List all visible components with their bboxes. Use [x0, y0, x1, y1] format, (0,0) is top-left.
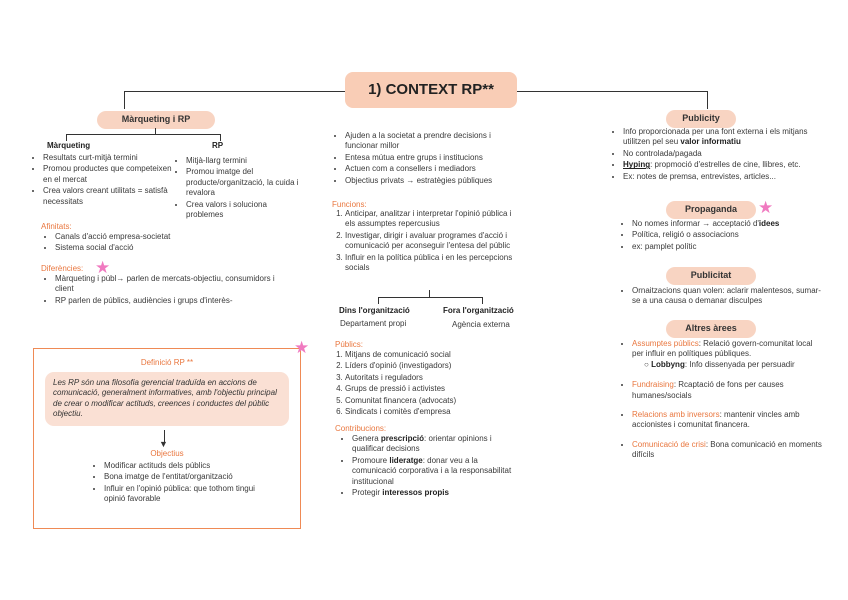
list-item: • Màrqueting i públ→ parlen de mercats-objectiu, consumidors i client — [55, 274, 275, 295]
marqueting-header: Màrqueting i RP — [97, 111, 215, 129]
list-item: • Promou imatge del producte/organització, la cuida i revalora — [186, 167, 302, 198]
org-bracket-left — [378, 297, 379, 304]
top-connector-right — [517, 91, 707, 92]
list-item: • Crea valors creant utilitats = satisfà necessitats — [43, 186, 173, 207]
list-item: • ex: pamplet polític — [632, 242, 822, 252]
afinitats-list — [45, 232, 245, 255]
list-item: • Política, religió o associacions — [632, 230, 822, 240]
org-bracket — [378, 297, 483, 298]
propaganda-list — [622, 219, 822, 253]
list-item: • Sistema social d'acció — [55, 243, 245, 253]
list-item: • Ornaitzacions quan volen: aclarir malentesos, sumar-se a una causa o demanar disculpes — [632, 286, 822, 307]
list-item: • Resultats curt-mitjà termini — [43, 153, 173, 163]
list-item: • Mitjà-llarg termini — [186, 156, 302, 166]
star-icon: ★ — [758, 198, 774, 217]
objectius-label: Objectius — [150, 449, 184, 458]
list-item: • Promou productes que competeixen en el mercat — [43, 164, 173, 185]
marqueting-col1-list — [33, 153, 173, 208]
propaganda-header: Propaganda — [666, 201, 756, 219]
marqueting-col1-title: Màrqueting — [47, 141, 91, 150]
list-item: • No controlada/pagada — [623, 149, 818, 159]
top-connector-right-drop — [707, 91, 708, 109]
list-item: 1. Mitjans de comunicació social — [345, 350, 513, 360]
list-item: 2. Investigar, dirigir i avaluar programes d'acció i comunicació per aconseguir l'entesa del públic — [345, 231, 518, 252]
top-connector-left-drop — [124, 91, 125, 109]
list-item: 3. Influir en la política pública i en les percepcions socials — [345, 253, 518, 274]
list-item: • Hyping: propmoció d'estrelles de cine, llibres, etc. — [623, 160, 818, 170]
list-item: • Ajuden a la societat a prendre decisions i funcionar millor — [345, 131, 515, 152]
afinitats-label: Afinitats: — [41, 222, 72, 231]
list-item: • Relacions amb inversors: mantenir vincles amb accionistes i comunitat financera. — [632, 410, 822, 431]
fora-title: Fora l'organització — [443, 306, 514, 315]
list-item: • Ex: notes de premsa, entrevistes, articles... — [623, 172, 818, 182]
fora-sub: Agència externa — [452, 320, 510, 329]
marqueting-bracket — [66, 134, 221, 135]
dins-sub: Departament propi — [340, 319, 407, 328]
diferencies-label: Diferències: — [41, 264, 84, 273]
publicity-header: Publicity — [666, 110, 736, 128]
publicitat-list — [622, 286, 822, 308]
list-item: 3. Autoritats i reguladors — [345, 373, 513, 383]
list-item: • No nomes informar → acceptació d'idees — [632, 219, 822, 229]
star-icon: ★ — [294, 338, 310, 357]
list-item: • Promoure lideratge: donar veu a la comunicació corporativa i a la responsabilitat institucional — [352, 456, 517, 487]
publicity-list — [613, 127, 818, 183]
marqueting-col2-list — [176, 156, 302, 221]
list-item: • Bona imatge de l'entitat/organització — [104, 472, 264, 482]
top-connector-left — [124, 91, 345, 92]
intro-list — [335, 131, 515, 187]
list-item: 4. Grups de pressió i activistes — [345, 384, 513, 394]
funcions-list — [333, 209, 518, 274]
dins-title: Dins l'organització — [339, 306, 410, 315]
list-item: 5. Comunitat financera (advocats) — [345, 396, 513, 406]
definicio-text: Les RP són una filosofia gerencial traduïda en accions de comunicació, generalment informatives, amb l'objectiu principal de crear o modificar actituds, creences i conductes del públic objectiu. — [45, 372, 289, 426]
list-item: • Entesa mútua entre grups i institucions — [345, 153, 515, 163]
list-item: • Assumptes públics: Relació govern-comunitat local per influir en polítiques públiques. — [632, 339, 822, 360]
list-item: • Fundraising: Rcaptació de fons per causes humanes/socials — [632, 380, 822, 401]
list-item: • Comunicació de crisi: Bona comunicació en moments difícils — [632, 440, 822, 461]
funcions-label: Funcions: — [332, 200, 367, 209]
definicio-title: Definició RP ** — [140, 358, 194, 367]
list-item: 6. Sindicats i comitès d'empresa — [345, 407, 513, 417]
list-item: • Genera prescripció: orientar opinions i qualificar decisions — [352, 434, 517, 455]
arrow-down-icon: ▼ — [159, 439, 168, 449]
list-item: • Influir en l'opinió pública: que tothom tingui opinió favorable — [104, 484, 264, 505]
list-item: • Canals d'acció empresa-societat — [55, 232, 245, 242]
list-item: 2. Líders d'opinió (investigadors) — [345, 361, 513, 371]
list-item: 1. Anticipar, analitzar i interpretar l'opinió pública i els assumptes repercusius — [345, 209, 518, 230]
altres-list — [622, 339, 822, 462]
lobbyng-item: ○ Lobbyng: Info dissenyada per persuadir — [644, 359, 795, 369]
org-bracket-right — [482, 297, 483, 304]
list-item: • RP parlen de públics, audiències i grups d'interès- — [55, 296, 275, 306]
publics-list — [333, 350, 513, 418]
list-item: • Actuen com a consellers i mediadors — [345, 164, 515, 174]
star-icon: ★ — [95, 258, 111, 277]
altres-header: Altres àrees — [666, 320, 756, 338]
list-item: • Crea valors i soluciona problemes — [186, 200, 302, 221]
marqueting-bracket-right — [220, 134, 221, 141]
contribucions-label: Contribucions: — [335, 424, 387, 433]
contribucions-list — [342, 434, 517, 499]
marqueting-bracket-left — [66, 134, 67, 141]
publicitat-header: Publicitat — [666, 267, 756, 285]
list-item: • Protegir interessos propis — [352, 488, 517, 498]
page-title: 1) CONTEXT RP** — [345, 72, 517, 108]
diferencies-list — [45, 274, 275, 307]
list-item: • Info proporcionada per una font externa i els mitjans utilitzen pel seu valor informatiu — [623, 127, 818, 148]
objectius-list — [94, 461, 264, 506]
publics-label: Públics: — [335, 340, 364, 349]
list-item: • Modificar actituds dels públics — [104, 461, 264, 471]
marqueting-col2-title: RP — [212, 141, 224, 150]
org-bracket-center — [429, 290, 430, 297]
marqueting-bracket-center — [155, 128, 156, 135]
list-item: • Objectius privats → estratègies públiques — [345, 176, 515, 186]
